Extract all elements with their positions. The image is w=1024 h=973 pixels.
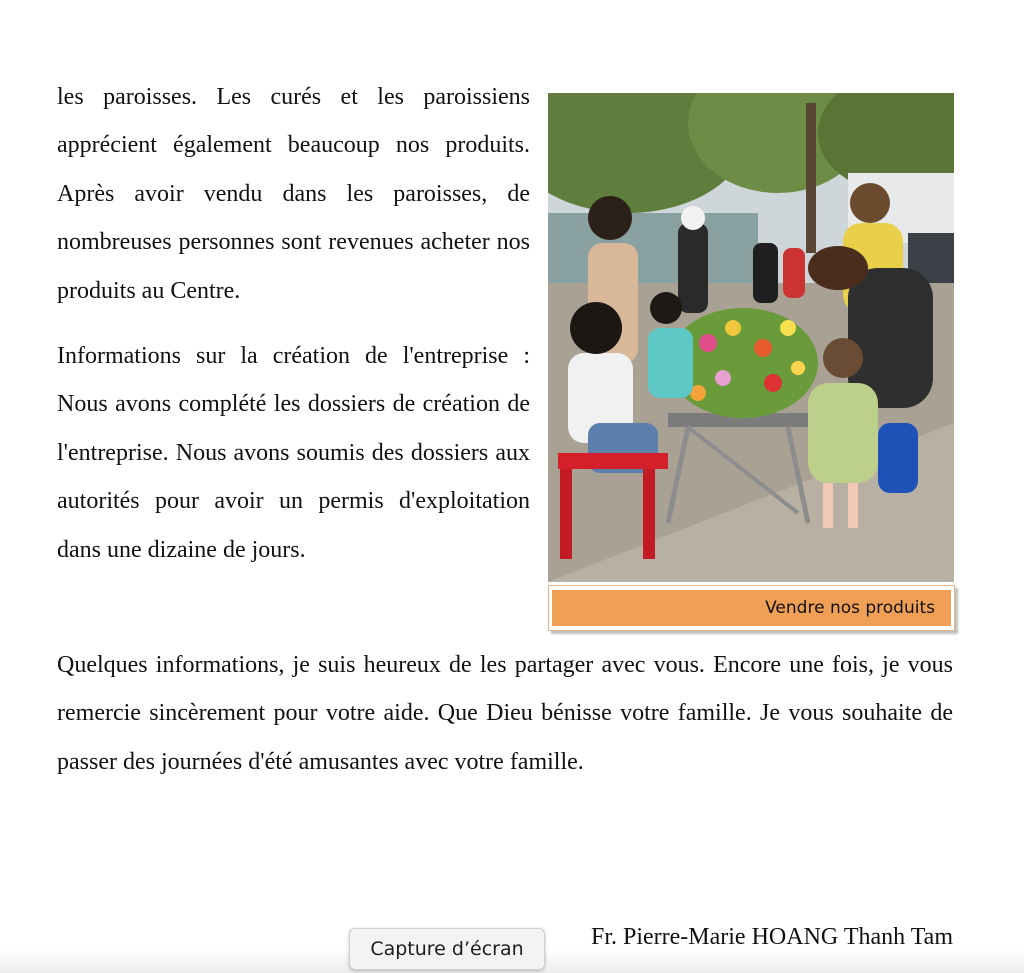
figure <box>548 93 955 631</box>
paragraph-company-creation: Informations sur la création de l'entreprise : Nous avons complété les dossiers de création de l'entreprise. Nous avons soumis des dossiers aux autorités pour avoir un permis d'exploitation dans une dizaine de jours. <box>57 343 530 563</box>
caption-box <box>548 585 955 631</box>
paragraph-parishes: les paroisses. Les curés et les paroissiens apprécient également beaucoup nos produits. Après avoir vendu dans les paroisses, de nombreuses personnes sont revenues acheter nos produits au Centre. <box>57 84 530 304</box>
screenshot-tooltip: Capture d’écran <box>349 928 545 970</box>
photo-selling-products <box>548 93 954 582</box>
paragraph-closing: Quelques informations, je suis heureux de les partager avec vous. Encore une fois, je vous remercie sincèrement pour votre aide. Que Dieu bénisse votre famille. Je vous souhaite de passer des journées d'été amusantes avec votre famille. <box>57 652 953 775</box>
figure-caption: Vendre nos produits <box>552 590 951 626</box>
photo-illustration <box>548 93 954 582</box>
signature: Fr. Pierre-Marie HOANG Thanh Tam <box>590 924 953 950</box>
